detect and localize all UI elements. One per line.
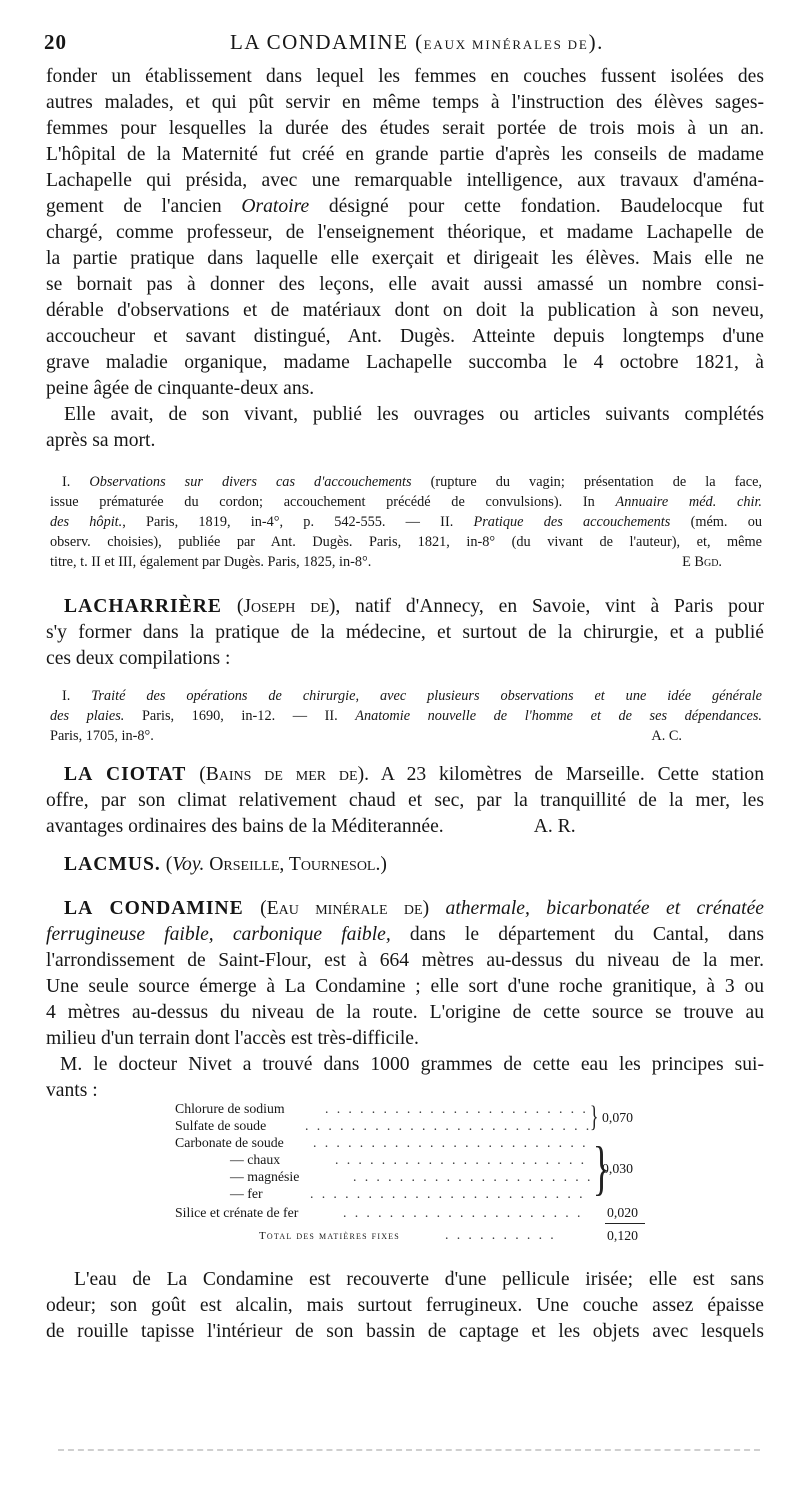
table-rule	[605, 1223, 645, 1224]
table-row: Sulfate de soude	[175, 1118, 267, 1133]
text-line: de rouille tapisse l'intérieur de son bassin de captage et les objets avec lesquels	[46, 1321, 764, 1342]
table-total-label: Total des matières fixes	[259, 1230, 400, 1242]
text-line: milieu d'un terrain dont l'accès est très-difficile.	[46, 1028, 419, 1049]
table-row: — chaux	[230, 1152, 281, 1167]
page-number: 20	[44, 30, 67, 54]
text-line: Elle avait, de son vivant, publié les ouvrages ou articles suivants complétés	[64, 404, 764, 425]
entry-la-ciotat: LA CIOTAT (Bains de mer de). A 23 kilomètres de Marseille. Cette station	[64, 764, 764, 785]
table-row: Silice et crénate de fer	[175, 1205, 299, 1220]
table-row: Carbonate de soude	[175, 1135, 284, 1150]
text-line: peine âgée de cinquante-deux ans.	[46, 378, 315, 399]
headword: LA CONDAMINE	[64, 898, 244, 919]
group-value: 0,030	[602, 1161, 634, 1176]
table-total-value: 0,120	[607, 1228, 639, 1243]
text-line: autres malades, et qui pût servir en même temps à l'instruction des élèves sages-	[46, 92, 764, 113]
bibliography-line: des hôpit., Paris, 1819, in-4°, p. 542-555. — II. Pratique des accouchements (mém. ou	[50, 514, 762, 530]
bibliography-line: titre, t. II et III, également par Dugès. Paris, 1825, in-8°. E Bgd.	[50, 554, 722, 570]
text-line: L'eau de La Condamine est recouverte d'une pellicule irisée; elle est sans	[74, 1269, 764, 1290]
table-row: — magnésie	[230, 1169, 300, 1184]
text-line: après sa mort.	[46, 430, 156, 451]
text-line: accoucheur et savant distingué, Ant. Dugès. Atteinte depuis longtemps d'une	[46, 326, 764, 347]
group-value: 0,070	[602, 1110, 634, 1125]
text-line: Une seule source émerge à La Condamine ; elle sort d'une roche granitique, à 3 ou	[46, 976, 764, 997]
text-line: Lachapelle qui présida, avec une remarquable intelligence, aux travaux d'aména-	[46, 170, 764, 191]
text-line: la partie pratique dans laquelle elle exerçait et dirigeait les élèves. Mais elle ne	[46, 248, 764, 269]
table-row: Chlorure de sodium	[175, 1101, 285, 1116]
page-header	[44, 30, 760, 58]
bibliography-line: Paris, 1705, in-8°. A. C.	[50, 728, 682, 744]
text-line: s'y former dans la pratique de la médecine, et surtout de la chirurgie, et a publié	[46, 622, 764, 643]
bibliography-line: I. Observations sur divers cas d'accouchements (rupture du vagin; présentation de la face,	[62, 474, 762, 490]
text-line: fonder un établissement dans lequel les femmes en couches fussent isolées des	[46, 66, 764, 87]
headword: LACHARRIÈRE	[64, 596, 222, 617]
bibliography-line: observ. choisies), publiée par Ant. Dugès. Paris, 1821, in-8° (du vivant de l'auteur), et, même	[50, 534, 762, 550]
headword: LA CIOTAT	[64, 764, 187, 785]
author-signature: A. C.	[651, 728, 682, 744]
bibliography-line: des plaies. Paris, 1690, in-12. — II. Anatomie nouvelle de l'homme et de ses dépendances.	[50, 708, 763, 724]
text-line: dérable d'observations et de matériaux dont on doit la publication à son neveu,	[46, 300, 764, 321]
bibliography-line: I. Traité des opérations de chirurgie, avec plusieurs observations et une idée générale	[62, 688, 762, 704]
text-line: odeur; son goût est alcalin, mais surtout ferrugineux. Une couche assez épaisse	[46, 1295, 764, 1316]
text-line: femmes pour lesquelles la durée des études serait portée de trois mois à un an.	[46, 118, 764, 139]
entry-lacharriere: LACHARRIÈRE (Joseph de), natif d'Annecy, en Savoie, vint à Paris pour	[64, 596, 764, 617]
text-line: L'hôpital de la Maternité fut créé en grande partie d'après les conseils de madame	[46, 144, 764, 165]
text-line: offre, par son climat relativement chaud et sec, par la tranquillité de la mer, les	[46, 790, 764, 811]
entry-la-condamine: LA CONDAMINE (Eau minérale de) athermale, bicarbonatée et crénatée	[64, 898, 765, 919]
text-line: gement de l'ancien Oratoire désigné pour cette fondation. Baudelocque fut	[46, 196, 765, 217]
text-line: grave maladie organique, madame Lachapelle succomba le 4 octobre 1821, à	[46, 352, 764, 373]
text-line: M. le docteur Nivet a trouvé dans 1000 grammes de cette eau les principes sui-	[60, 1054, 764, 1075]
headword: LACMUS.	[64, 854, 161, 875]
text-line: ces deux compilations :	[46, 648, 231, 669]
scan-artifact-line	[58, 1449, 760, 1451]
text-line: ferrugineuse faible, carbonique faible, dans le département du Cantal, dans	[46, 924, 764, 945]
entry-lacmus: LACMUS. (Voy. Orseille, Tournesol.)	[64, 854, 387, 875]
text-line: vants :	[46, 1080, 98, 1101]
bibliography-line: issue prématurée du cordon; accouchement précédé de convulsions). In Annuaire méd. chir.	[50, 494, 763, 510]
text-line: chargé, comme professeur, de l'enseignement théorique, et madame Lachapelle de	[46, 222, 764, 243]
text-line: 4 mètres au-dessus du niveau de la route. L'origine de cette source se trouve au	[46, 1002, 764, 1023]
author-signature: A. R.	[533, 816, 576, 837]
mineral-analysis-table: Chlorure de sodium . . . . . . . . . . . . . . . . . . . . . . . Sulfate de soude . . . . . . . . . . . . . . . . . . . . . . . . . } 0,070 Carbonate de soude . . . . . . . . . . . . . . . . . . . . . . . . — chaux . . . . . . . . . . . . . . . . . . . . . . — magnésie . . . . . . . . . . . . . . . . . . . . . — fer . . . . . . . . . . . . . . . . . . . . . . . . } 0,030 Silice et crénate de fer . . . . . . . . . . . . . . . . . . . . . 0,020 Total des matières fixes . . . . . . . . . . 0,120	[175, 1100, 650, 1250]
table-row: — fer	[230, 1186, 263, 1201]
text-line: se bornait pas à donner des leçons, elle avait aussi amassé un nombre consi-	[46, 274, 764, 295]
author-signature: E Bgd.	[682, 554, 722, 570]
row-value: 0,020	[607, 1205, 639, 1220]
text-line: avantages ordinaires des bains de la Méditerannée. A. R.	[46, 816, 576, 837]
text-line: l'arrondissement de Saint-Flour, est à 664 mètres au-dessus du niveau de la mer.	[46, 950, 764, 971]
running-title: LA CONDAMINE (EAUX MINÉRALES DE).	[230, 30, 604, 54]
